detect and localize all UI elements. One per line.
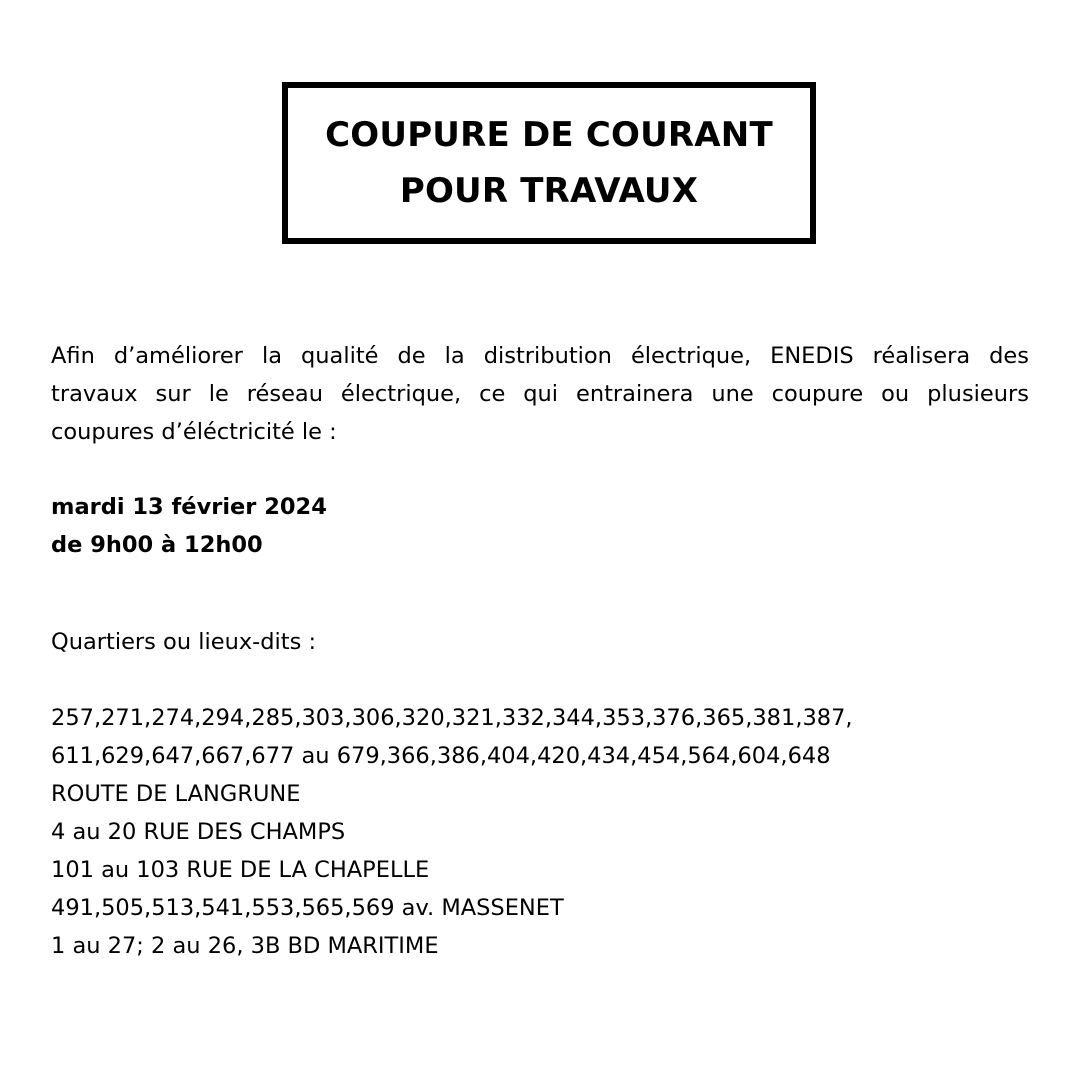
schedule-block [51,488,327,564]
address-line: 257,271,274,294,285,303,306,320,321,332,344,353,376,365,381,387, [51,705,853,731]
title-line-1: COUPURE DE COURANT [325,115,773,155]
address-line: ROUTE DE LANGRUNE [51,781,301,807]
title-line-2: POUR TRAVAUX [399,171,699,211]
address-line: 611,629,647,667,677 au 679,366,386,404,420,434,454,564,604,648 [51,743,831,769]
notice-title-box [282,82,816,244]
address-line: 1 au 27; 2 au 26, 3B BD MARITIME [51,933,439,959]
outage-date: mardi 13 février 2024 [51,494,327,520]
areas-label: Quartiers ou lieux-dits : [51,629,317,655]
intro-line-3: coupures d’éléctricité le : [51,419,337,445]
intro-line-1: Afin d’améliorer la qualité de la distribution électrique, ENEDIS réalisera des [51,343,1029,369]
address-line: 101 au 103 RUE DE LA CHAPELLE [51,857,430,883]
outage-time: de 9h00 à 12h00 [51,532,263,558]
intro-paragraph [51,337,1029,451]
address-line: 4 au 20 RUE DES CHAMPS [51,819,346,845]
address-line: 491,505,513,541,553,565,569 av. MASSENET [51,895,564,921]
address-list [51,699,853,965]
intro-line-2: travaux sur le réseau électrique, ce qui entrainera une coupure ou plusieurs [51,381,1029,407]
